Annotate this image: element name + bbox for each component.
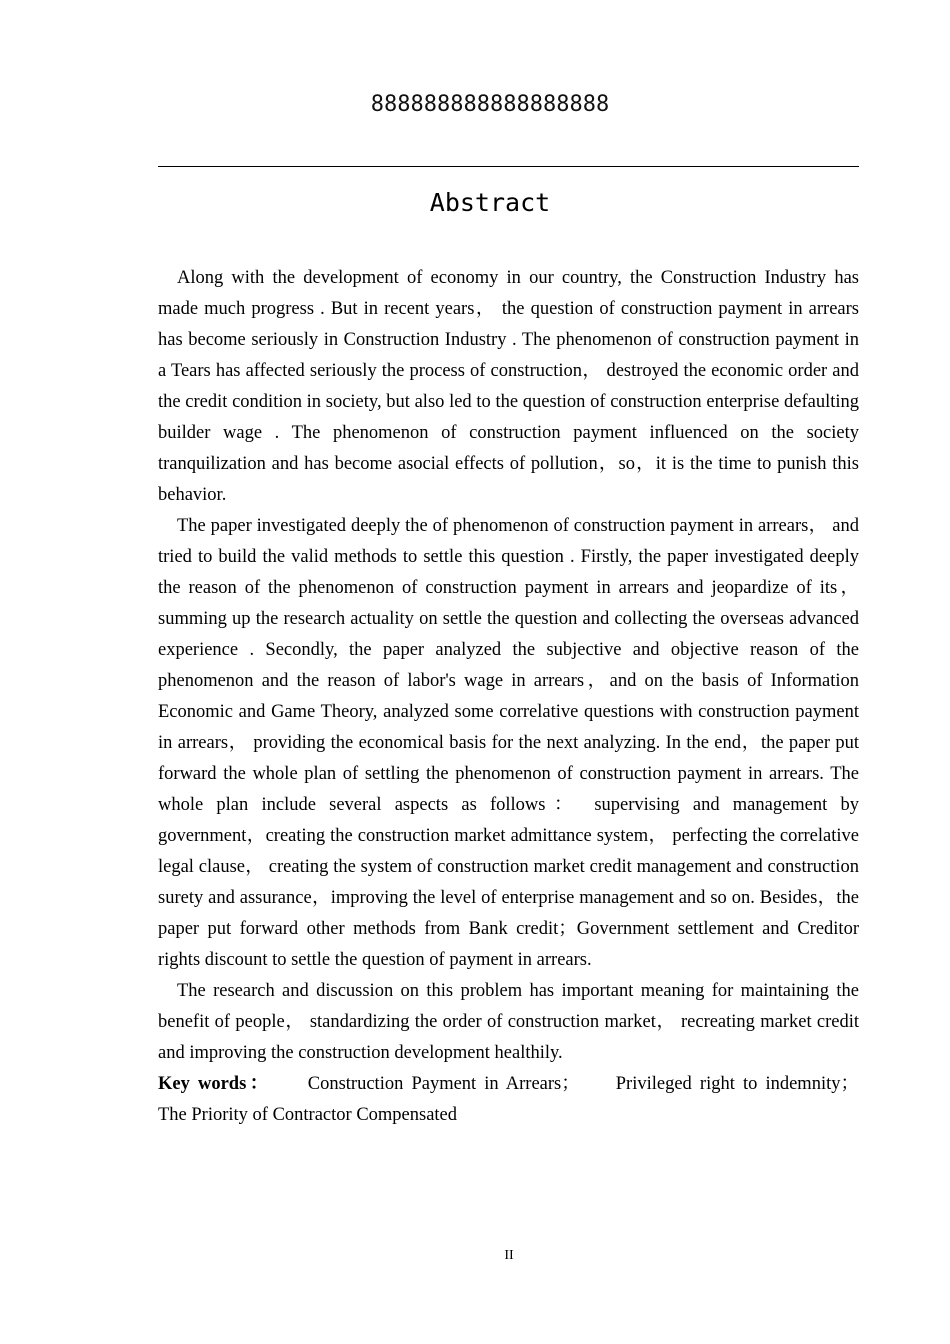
keyword-item: Privileged right to indemnity； — [615, 1074, 859, 1094]
keyword-item: Construction Payment in Arrears； — [307, 1074, 580, 1094]
keywords-label: Key words： — [158, 1074, 272, 1094]
page-number: II — [504, 1248, 514, 1263]
abstract-heading: Abstract — [429, 188, 551, 217]
abstract-paragraph-2: The paper investigated deeply the of phenomenon of construction payment in arrears， and tried to build the valid methods to settle this question . Firstly, the paper investigated deeply the reason of the phenomenon of construction payment in arrears and jeopardize of its，summing up the research actuality on settle the question and collecting the overseas advanced experience . Secondly, the paper analyzed the subjective and objective reason of the phenomenon and the reason of labor's wage in arrears，and on the basis of Information Economic and Game Theory, analyzed some correlative questions with construction payment in arrears， providing the economical basis for the next analyzing. In the end，the paper put forward the whole plan of settling the phenomenon of construction payment in arrears. The whole plan include several aspects as follows： supervising and management by government，creating the construction market admittance system， perfecting the correlative legal clause， creating the system of construction market credit management and construction surety and assurance，improving the level of enterprise management and so on. Besides，the paper put forward other methods from Bank credit；Government settlement and Creditor rights discount to settle the question of payment in arrears. — [158, 516, 859, 970]
header-divider — [158, 166, 859, 167]
abstract-paragraph-3: The research and discussion on this problem has important meaning for maintaining the benefit of people， standardizing the order of construction market， recreating market credit and improving the construction development healthily. — [158, 981, 859, 1063]
running-header-title: 888888888888888888 — [370, 92, 610, 117]
abstract-body — [158, 263, 859, 1131]
keywords-line — [158, 1069, 859, 1131]
abstract-paragraph-1: Along with the development of economy in our country, the Construction Industry has made much progress . But in recent years， the question of construction payment in arrears has become seriously in Construction Industry . The phenomenon of construction payment in a Tears has affected seriously the process of construction， destroyed the economic order and the credit condition in society, but also led to the question of construction enterprise defaulting builder wage . The phenomenon of construction payment influenced on the society tranquilization and has become asocial effects of pollution，so，it is the time to punish this behavior. — [158, 268, 859, 505]
keyword-item: The Priority of Contractor Compensated — [158, 1105, 458, 1125]
